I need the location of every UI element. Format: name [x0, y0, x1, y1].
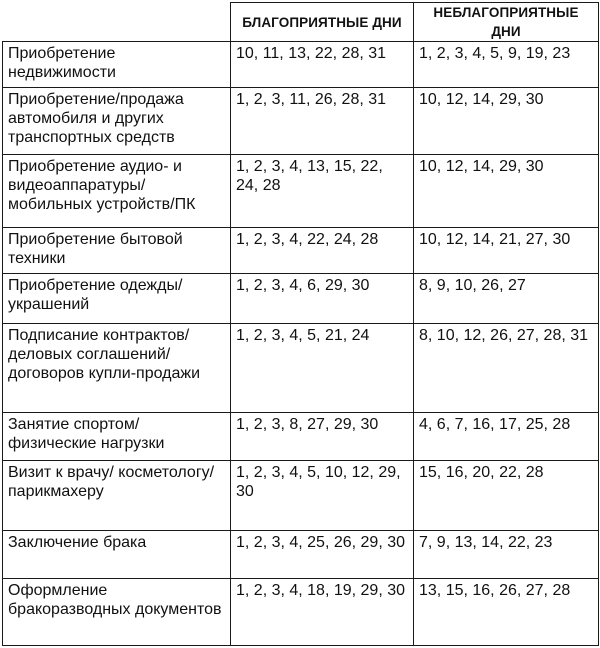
table-row — [3, 461, 599, 531]
table-row — [3, 42, 599, 88]
activity-cell: Приобретение/продажа автомобиля и других транспортных средств — [3, 88, 231, 155]
days-table — [2, 2, 599, 646]
unfavorable-days-cell: 13, 15, 16, 26, 27, 28 — [414, 579, 599, 646]
activity-cell: Занятие спортом/ физические нагрузки — [3, 413, 231, 461]
activity-cell: Приобретение бытовой техники — [3, 228, 231, 274]
unfavorable-days-cell: 10, 12, 14, 21, 27, 30 — [414, 228, 599, 274]
activity-cell: Оформление бракоразводных документов — [3, 579, 231, 646]
activity-cell: Приобретение аудио- и видеоаппаратуры/ мобильных устройств/ПК — [3, 155, 231, 228]
table-row — [3, 228, 599, 274]
favorable-days-cell: 1, 2, 3, 11, 26, 28, 31 — [231, 88, 414, 155]
table-row — [3, 88, 599, 155]
favorable-days-cell: 1, 2, 3, 8, 27, 29, 30 — [231, 413, 414, 461]
table-row — [3, 324, 599, 413]
table-row — [3, 274, 599, 324]
table-row — [3, 413, 599, 461]
favorable-days-cell: 1, 2, 3, 4, 25, 26, 29, 30 — [231, 531, 414, 579]
table-row — [3, 579, 599, 646]
favorable-days-cell: 1, 2, 3, 4, 5, 10, 12, 29, 30 — [231, 461, 414, 531]
table-row — [3, 531, 599, 579]
activity-cell: Приобретение одежды/ украшений — [3, 274, 231, 324]
unfavorable-days-cell: 15, 16, 20, 22, 28 — [414, 461, 599, 531]
favorable-days-cell: 10, 11, 13, 22, 28, 31 — [231, 42, 414, 88]
unfavorable-days-cell: 8, 9, 10, 26, 27 — [414, 274, 599, 324]
header-favorable-days: БЛАГОПРИЯТНЫЕ ДНИ — [231, 3, 414, 42]
activity-cell: Приобретение недвижимости — [3, 42, 231, 88]
activity-cell: Заключение брака — [3, 531, 231, 579]
header-row — [3, 3, 599, 42]
favorable-days-cell: 1, 2, 3, 4, 6, 29, 30 — [231, 274, 414, 324]
unfavorable-days-cell: 4, 6, 7, 16, 17, 25, 28 — [414, 413, 599, 461]
header-blank-cell — [3, 3, 231, 42]
table-row — [3, 155, 599, 228]
unfavorable-days-cell: 10, 12, 14, 29, 30 — [414, 155, 599, 228]
unfavorable-days-cell: 8, 10, 12, 26, 27, 28, 31 — [414, 324, 599, 413]
activity-cell: Визит к врачу/ косметологу/ парикмахеру — [3, 461, 231, 531]
favorable-days-cell: 1, 2, 3, 4, 5, 21, 24 — [231, 324, 414, 413]
unfavorable-days-cell: 1, 2, 3, 4, 5, 9, 19, 23 — [414, 42, 599, 88]
favorable-days-cell: 1, 2, 3, 4, 13, 15, 22, 24, 28 — [231, 155, 414, 228]
favorable-days-cell: 1, 2, 3, 4, 22, 24, 28 — [231, 228, 414, 274]
unfavorable-days-cell: 10, 12, 14, 29, 30 — [414, 88, 599, 155]
favorable-days-cell: 1, 2, 3, 4, 18, 19, 29, 30 — [231, 579, 414, 646]
header-unfavorable-days: НЕБЛАГОПРИЯТНЫЕ ДНИ — [414, 3, 599, 42]
activity-cell: Подписание контрактов/ деловых соглашений/ договоров купли-продажи — [3, 324, 231, 413]
unfavorable-days-cell: 7, 9, 13, 14, 22, 23 — [414, 531, 599, 579]
